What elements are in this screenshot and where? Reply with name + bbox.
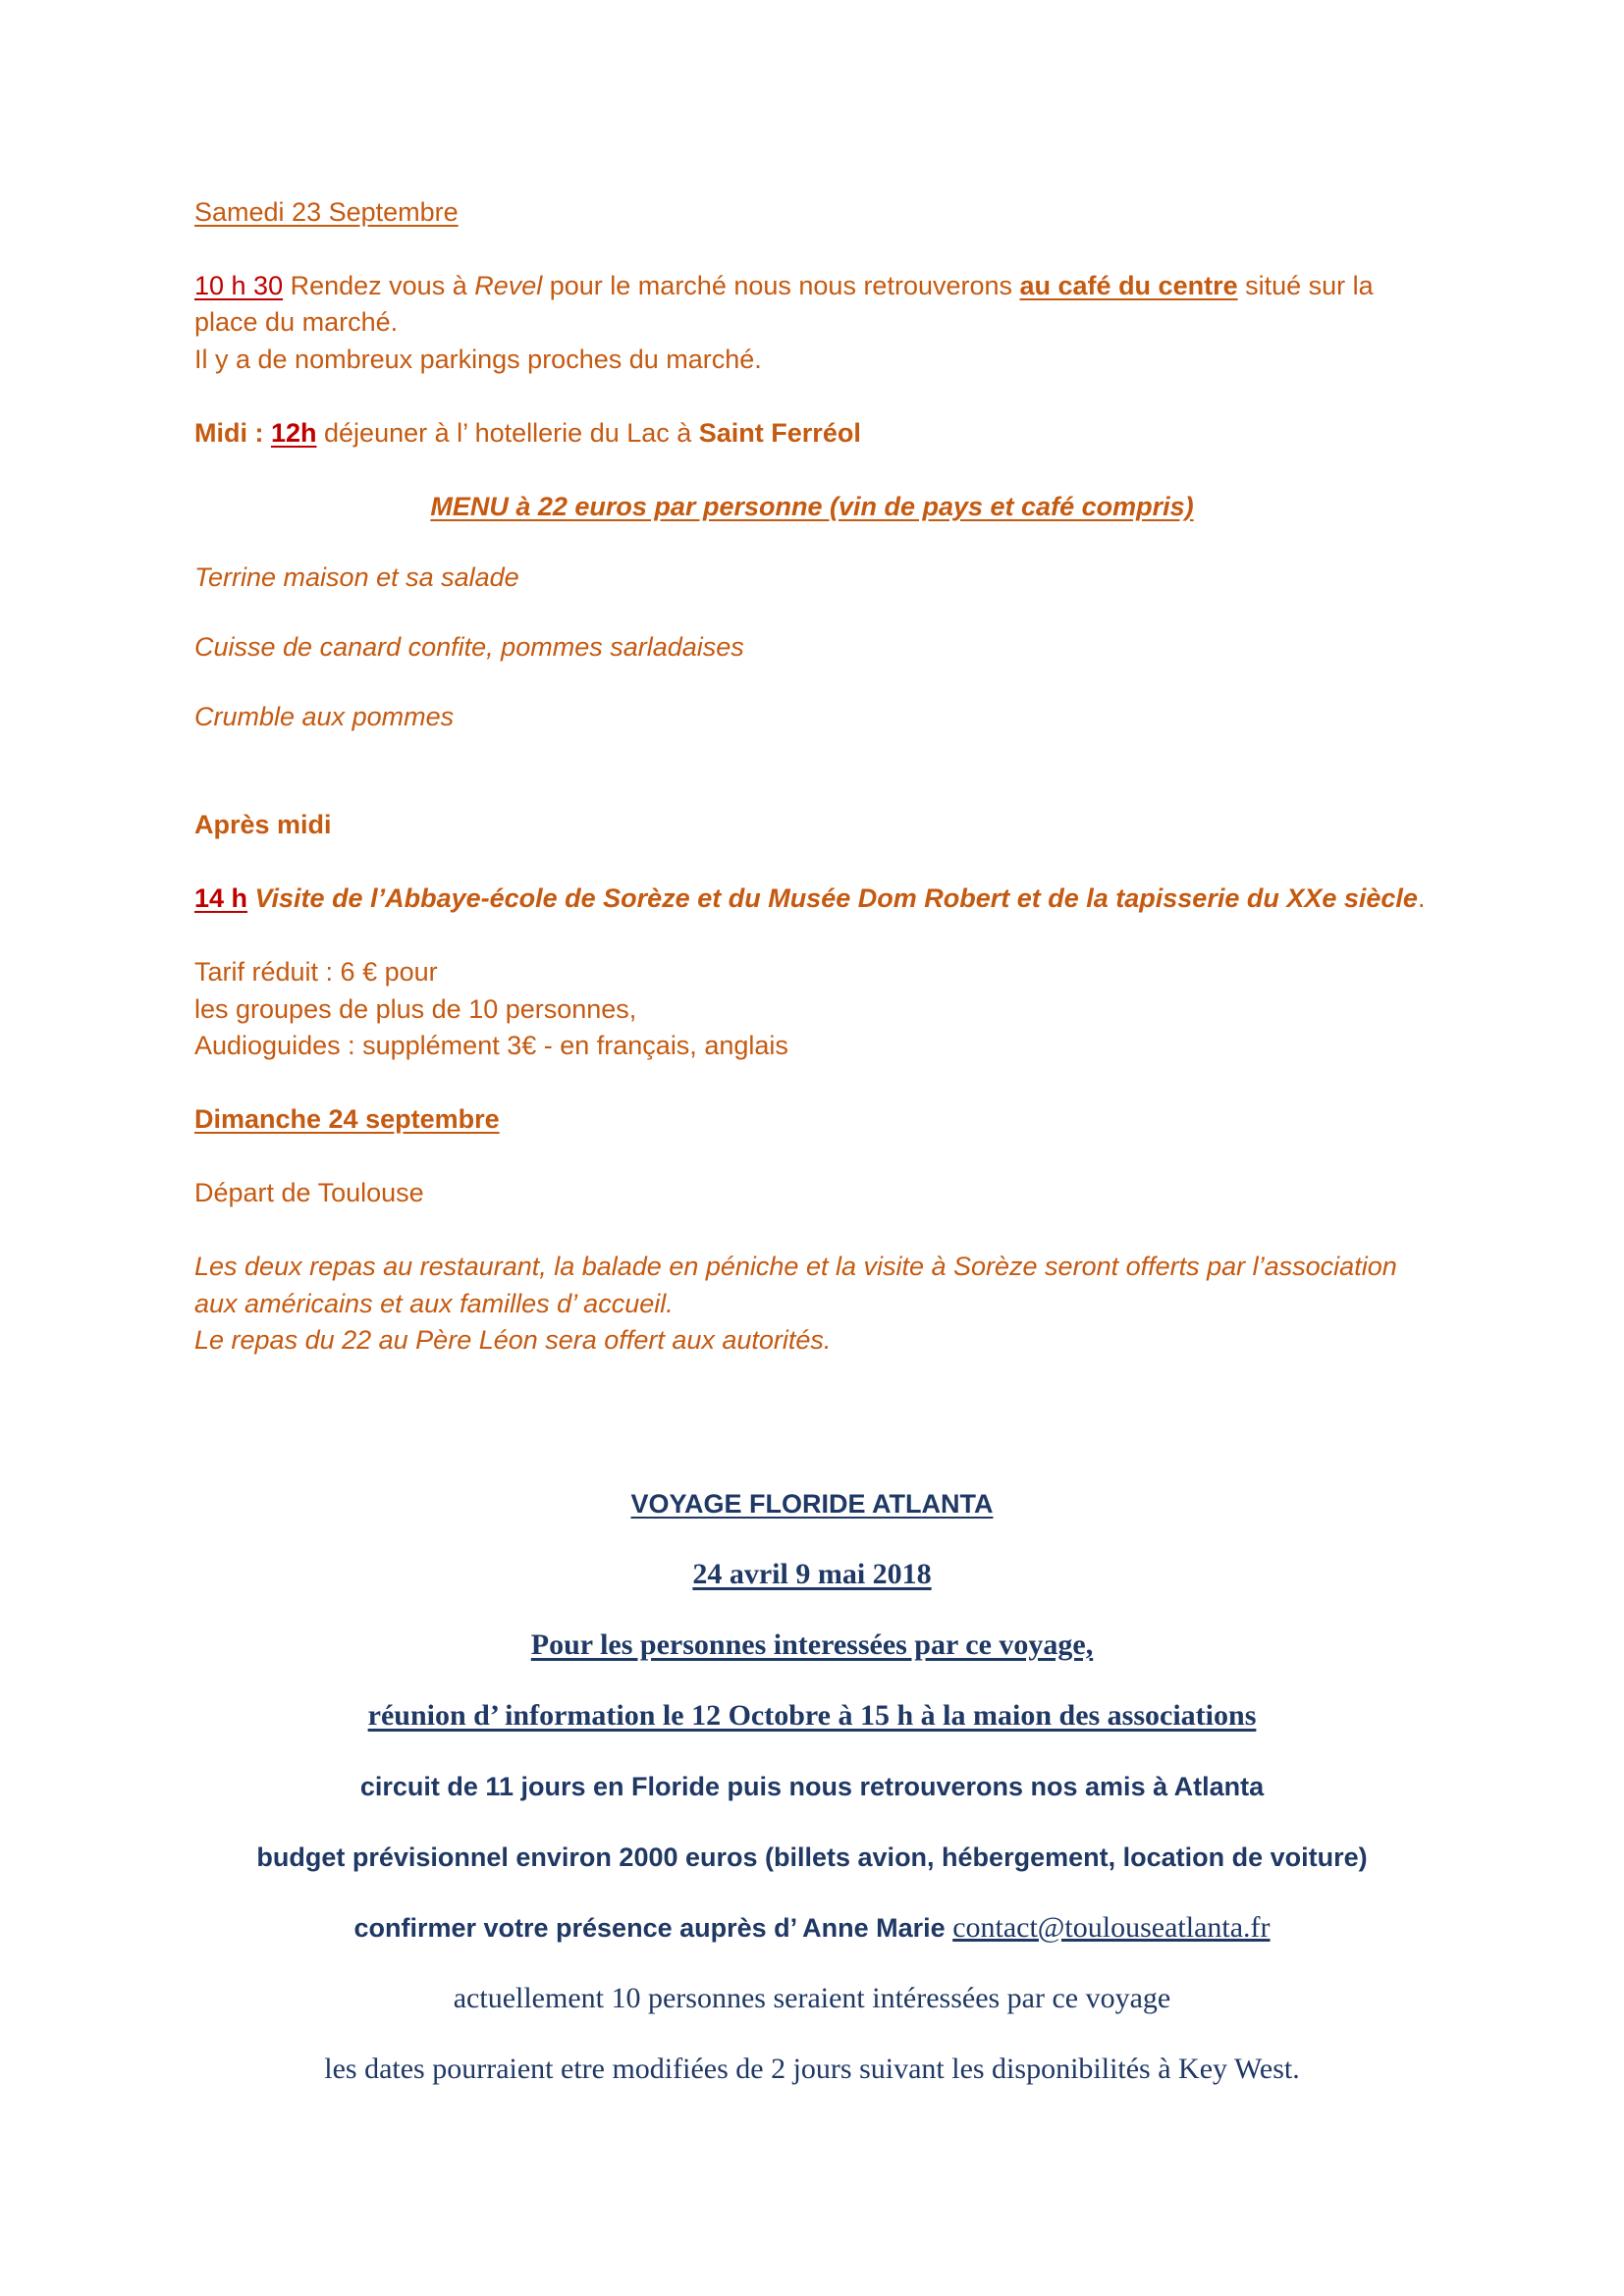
trip-title: VOYAGE FLORIDE ATLANTA xyxy=(630,1489,994,1519)
trip-circuit: circuit de 11 jours en Floride puis nous retrouverons nos amis à Atlanta xyxy=(359,1772,1265,1801)
lunch-text: déjeuner à l’ hotellerie du Lac à xyxy=(316,418,699,448)
trip-count: actuellement 10 personnes seraient intéressées par ce voyage xyxy=(453,1982,1171,2014)
tarif-line: Audioguides : supplément 3€ - en français, anglais xyxy=(194,1031,788,1060)
departure-line: Départ de Toulouse xyxy=(194,1178,424,1207)
menu-item: Terrine maison et sa salade xyxy=(194,562,519,592)
menu-title: MENU à 22 euros par personne (vin de pays et café compris) xyxy=(430,492,1194,521)
trip-budget: budget prévisionnel environ 2000 euros (billets avion, hébergement, location de voiture) xyxy=(256,1842,1368,1872)
menu-item: Cuisse de canard confite, pommes sarladaises xyxy=(194,632,744,662)
note-line: Les deux repas au restaurant, la balade en péniche et la visite à Sorèze seront offerts par l’association xyxy=(194,1252,1397,1281)
meeting-cafe: au café du centre xyxy=(1019,271,1238,300)
trip-dates: 24 avril 9 mai 2018 xyxy=(692,1558,932,1590)
meeting-time: 10 h 30 xyxy=(194,271,284,300)
visit-time: 14 h xyxy=(194,883,248,913)
saturday-heading: Samedi 23 Septembre xyxy=(194,197,459,227)
lunch-place: Saint Ferréol xyxy=(698,418,861,448)
visit-text: Visite de l’Abbaye-école de Sorèze et du Musée Dom Robert et de la tapisserie du XXe siècle xyxy=(247,883,1418,913)
meeting-line-3: Il y a de nombreux parkings proches du marché. xyxy=(194,345,762,374)
note-line: aux américains et aux familles d’ accueil. xyxy=(194,1289,674,1318)
confirm-text: confirmer votre présence auprès d’ Anne Marie xyxy=(353,1913,953,1943)
note-line: Le repas du 22 au Père Léon sera offert aux autorités. xyxy=(194,1325,832,1355)
trip-meeting: réunion d’ information le 12 Octobre à 15 h à la maion des associations xyxy=(367,1699,1257,1732)
meeting-paragraph xyxy=(194,268,1430,303)
trip-note: les dates pourraient etre modifiées de 2 jours suivant les disponibilités à Key West. xyxy=(324,2053,1300,2085)
visit-line xyxy=(194,881,1430,916)
meeting-text-3: situé sur la xyxy=(1237,271,1374,300)
meeting-text-2: pour le marché nous nous retrouverons xyxy=(542,271,1020,300)
visit-end: . xyxy=(1417,883,1426,913)
lunch-label: Midi : xyxy=(194,418,271,448)
trip-interested: Pour les personnes interessées par ce voyage, xyxy=(530,1629,1094,1661)
tarif-line: les groupes de plus de 10 personnes, xyxy=(194,994,637,1024)
tarif-line: Tarif réduit : 6 € pour xyxy=(194,957,438,987)
meeting-text-1: Rendez vous à xyxy=(283,271,475,300)
meeting-place: Revel xyxy=(474,271,543,300)
afternoon-label: Après midi xyxy=(194,810,332,839)
menu-item: Crumble aux pommes xyxy=(194,702,455,731)
sunday-heading: Dimanche 24 septembre xyxy=(194,1104,500,1134)
lunch-line xyxy=(194,415,1430,451)
trip-confirm xyxy=(194,1910,1430,1946)
email-link[interactable]: contact@toulouseatlanta.fr xyxy=(952,1911,1271,1944)
meeting-line-2: place du marché. xyxy=(194,307,399,337)
lunch-time: 12h xyxy=(270,418,317,448)
